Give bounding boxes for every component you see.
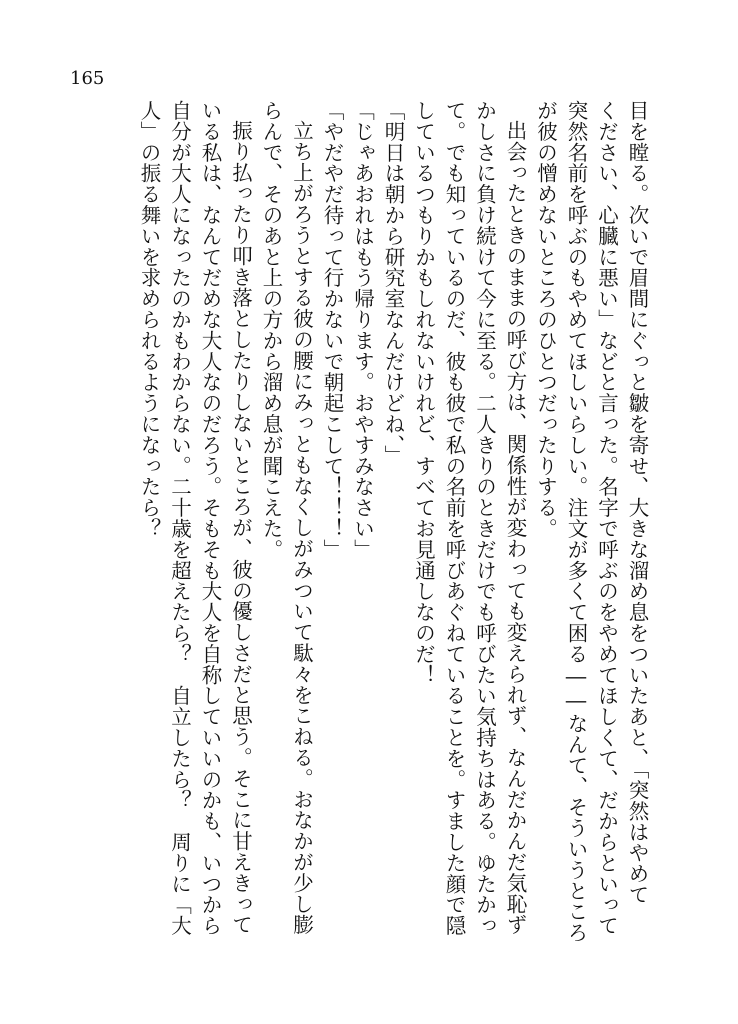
- text-line: 自分が大人になったのかもわからない。二十歳を超えたら？ 自立したら？ 周りに「大: [167, 100, 192, 936]
- text-line: いる私は、なんてだめな大人なのだろう。そもそも大人を自称していいのかも、いつから: [198, 100, 222, 936]
- text-line: て。でも知っているのだ、彼も彼で私の名前を呼びあぐねていることを。すました顔で隠: [442, 100, 466, 936]
- text-line: らんで、そのあと上の方から溜め息が聞こえた。: [259, 100, 283, 560]
- text-line: 目を瞠る。次いで眉間にぐっと皺を寄せ、大きな溜め息をついたあと、「突然はやめて: [625, 100, 649, 905]
- text-line: 出会ったときのままの呼び方は、関係性が変わっても変えられず、なんだかんだ気恥ず: [503, 120, 527, 936]
- text-line: が彼の憎めないところのひとつだったりする。: [533, 100, 558, 539]
- text-line: 「じゃあおれはもう帰ります。おやすみなさい」: [350, 100, 375, 560]
- text-line: しているつもりかもしれないけれど、すべてお見通しなのだ！: [411, 100, 436, 686]
- text-line: 「やだやだ待って行かないで朝起こして！！！」: [320, 100, 344, 560]
- text-line: 立ち上がろうとする彼の腰にみっともなくしがみついて駄々をこねる。おなかが少し膨: [289, 120, 314, 936]
- text-line: 振り払ったり叩き落としたりしないところが、彼の優しさだと思う。そこに甘えきって: [228, 120, 253, 936]
- text-line: ください、心臓に悪い」などと言った。名字で呼ぶのをやめてほしくて、だからといって: [594, 100, 619, 936]
- text-line: かしさに負け続けて今に至る。二人きりのときだけでも呼びたい気持ちはある。ゆたかっ: [472, 100, 497, 936]
- page-number: 165: [70, 68, 105, 89]
- text-line: 人」の振る舞いを求められるようになったら？: [137, 100, 161, 539]
- body-text: [134, 100, 653, 960]
- text-line: 「明日は朝から研究室なんだけどね、」: [381, 100, 405, 466]
- text-line: 突然名前を呼ぶのもやめてほしいらしい。注文が多くて困る――なんて、そういうところ: [564, 100, 588, 943]
